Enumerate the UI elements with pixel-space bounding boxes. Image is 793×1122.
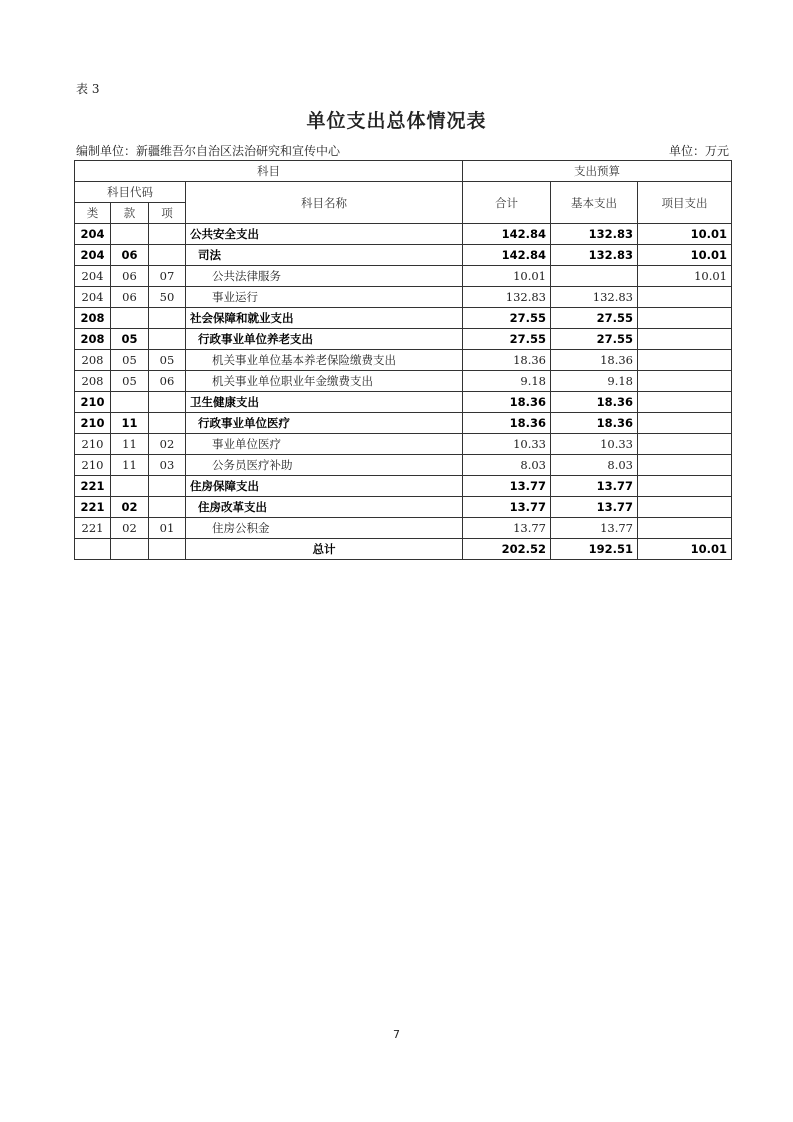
- cell-project: 10.01: [638, 224, 732, 245]
- cell-category: 204: [75, 245, 111, 266]
- cell-project: [638, 455, 732, 476]
- cell-total: 142.84: [463, 224, 551, 245]
- cell-section: 11: [111, 413, 149, 434]
- table-row: [75, 476, 732, 497]
- total-row: [75, 539, 732, 560]
- table-row: [75, 350, 732, 371]
- cell-item: 01: [149, 518, 186, 539]
- cell-basic: 27.55: [551, 308, 638, 329]
- cell-total: 132.83: [463, 287, 551, 308]
- cell-item: [149, 392, 186, 413]
- cell-category: [75, 539, 111, 560]
- cell-category: 208: [75, 308, 111, 329]
- cell-total: 27.55: [463, 308, 551, 329]
- cell-project: [638, 476, 732, 497]
- compiling-unit: 编制单位：新疆维吾尔自治区法治研究和宣传中心: [76, 144, 341, 158]
- cell-item: 05: [149, 350, 186, 371]
- cell-item: 02: [149, 434, 186, 455]
- cell-total: 13.77: [463, 476, 551, 497]
- cell-total: 18.36: [463, 392, 551, 413]
- table-row: [75, 434, 732, 455]
- cell-project: [638, 392, 732, 413]
- header-category: 类: [75, 203, 111, 224]
- cell-subject-name: 机关事业单位职业年金缴费支出: [186, 371, 463, 392]
- total-basic: 192.51: [551, 539, 638, 560]
- cell-category: 221: [75, 476, 111, 497]
- table-row: [75, 413, 732, 434]
- cell-total: 142.84: [463, 245, 551, 266]
- cell-category: 204: [75, 287, 111, 308]
- cell-category: 210: [75, 455, 111, 476]
- table-row: [75, 518, 732, 539]
- cell-basic: 18.36: [551, 413, 638, 434]
- cell-category: 204: [75, 224, 111, 245]
- table-row: [75, 266, 732, 287]
- table-row: [75, 371, 732, 392]
- cell-basic: [551, 266, 638, 287]
- cell-project: 10.01: [638, 266, 732, 287]
- cell-category: 210: [75, 434, 111, 455]
- expense-table: [74, 160, 732, 560]
- page-title: 单位支出总体情况表: [306, 110, 487, 132]
- cell-category: 208: [75, 329, 111, 350]
- cell-project: 10.01: [638, 245, 732, 266]
- cell-subject-name: 公务员医疗补助: [186, 455, 463, 476]
- cell-category: 221: [75, 518, 111, 539]
- header-subject-name: 科目名称: [186, 182, 463, 224]
- cell-total: 8.03: [463, 455, 551, 476]
- cell-total: 9.18: [463, 371, 551, 392]
- cell-basic: 132.83: [551, 287, 638, 308]
- cell-basic: 9.18: [551, 371, 638, 392]
- table-row: [75, 224, 732, 245]
- cell-subject-name: 行政事业单位医疗: [186, 413, 463, 434]
- cell-project: [638, 518, 732, 539]
- cell-subject-name: 事业运行: [186, 287, 463, 308]
- cell-project: [638, 350, 732, 371]
- cell-total: 13.77: [463, 518, 551, 539]
- table-body: [75, 224, 732, 560]
- cell-item: [149, 308, 186, 329]
- cell-basic: 18.36: [551, 350, 638, 371]
- cell-category: 208: [75, 350, 111, 371]
- header-basic: 基本支出: [551, 182, 638, 224]
- cell-item: [149, 413, 186, 434]
- cell-section: [111, 539, 149, 560]
- cell-subject-name: 住房保障支出: [186, 476, 463, 497]
- cell-project: [638, 329, 732, 350]
- header-expense-budget: 支出预算: [463, 161, 732, 182]
- cell-project: [638, 371, 732, 392]
- cell-subject-name: 行政事业单位养老支出: [186, 329, 463, 350]
- table-row: [75, 308, 732, 329]
- cell-item: [149, 497, 186, 518]
- table-row: [75, 245, 732, 266]
- header-item: 项: [149, 203, 186, 224]
- cell-total: 27.55: [463, 329, 551, 350]
- header-project: 项目支出: [638, 182, 732, 224]
- cell-section: [111, 392, 149, 413]
- table-row: [75, 455, 732, 476]
- cell-section: [111, 224, 149, 245]
- cell-total: 18.36: [463, 413, 551, 434]
- cell-section: 11: [111, 434, 149, 455]
- table-row: [75, 329, 732, 350]
- cell-subject-name: 公共安全支出: [186, 224, 463, 245]
- cell-project: [638, 413, 732, 434]
- page-number: 7: [393, 1028, 400, 1041]
- cell-section: 06: [111, 245, 149, 266]
- currency-unit: 单位：万元: [668, 144, 729, 158]
- table-row: [75, 287, 732, 308]
- cell-category: 204: [75, 266, 111, 287]
- cell-item: [149, 476, 186, 497]
- cell-section: 02: [111, 497, 149, 518]
- cell-item: 06: [149, 371, 186, 392]
- cell-category: 210: [75, 413, 111, 434]
- cell-section: [111, 308, 149, 329]
- cell-total: 10.01: [463, 266, 551, 287]
- cell-project: [638, 497, 732, 518]
- cell-item: [149, 539, 186, 560]
- table-row: [75, 392, 732, 413]
- cell-subject-name: 社会保障和就业支出: [186, 308, 463, 329]
- cell-basic: 132.83: [551, 245, 638, 266]
- header-section: 款: [111, 203, 149, 224]
- cell-category: 210: [75, 392, 111, 413]
- cell-basic: 18.36: [551, 392, 638, 413]
- header-total: 合计: [463, 182, 551, 224]
- header-subject-code: 科目代码: [75, 182, 186, 203]
- cell-item: [149, 245, 186, 266]
- header-subject: 科目: [75, 161, 463, 182]
- cell-basic: 27.55: [551, 329, 638, 350]
- cell-basic: 13.77: [551, 476, 638, 497]
- cell-basic: 13.77: [551, 518, 638, 539]
- cell-section: 06: [111, 287, 149, 308]
- cell-section: 05: [111, 371, 149, 392]
- table-label: 表 3: [76, 82, 100, 96]
- cell-subject-name: 司法: [186, 245, 463, 266]
- cell-category: 221: [75, 497, 111, 518]
- cell-subject-name: 事业单位医疗: [186, 434, 463, 455]
- cell-project: [638, 287, 732, 308]
- cell-total: 13.77: [463, 497, 551, 518]
- cell-project: [638, 434, 732, 455]
- cell-section: 05: [111, 329, 149, 350]
- cell-item: [149, 224, 186, 245]
- cell-subject-name: 机关事业单位基本养老保险缴费支出: [186, 350, 463, 371]
- cell-item: 03: [149, 455, 186, 476]
- cell-section: 11: [111, 455, 149, 476]
- cell-subject-name: 公共法律服务: [186, 266, 463, 287]
- cell-basic: 13.77: [551, 497, 638, 518]
- cell-category: 208: [75, 371, 111, 392]
- total-sum: 202.52: [463, 539, 551, 560]
- cell-section: 02: [111, 518, 149, 539]
- total-label: 总计: [186, 539, 463, 560]
- table-row: [75, 497, 732, 518]
- cell-item: 50: [149, 287, 186, 308]
- cell-basic: 132.83: [551, 224, 638, 245]
- cell-total: 18.36: [463, 350, 551, 371]
- cell-section: [111, 476, 149, 497]
- cell-item: 07: [149, 266, 186, 287]
- cell-total: 10.33: [463, 434, 551, 455]
- total-project: 10.01: [638, 539, 732, 560]
- cell-section: 06: [111, 266, 149, 287]
- cell-subject-name: 住房公积金: [186, 518, 463, 539]
- cell-basic: 8.03: [551, 455, 638, 476]
- cell-section: 05: [111, 350, 149, 371]
- cell-item: [149, 329, 186, 350]
- cell-subject-name: 住房改革支出: [186, 497, 463, 518]
- cell-subject-name: 卫生健康支出: [186, 392, 463, 413]
- cell-basic: 10.33: [551, 434, 638, 455]
- cell-project: [638, 308, 732, 329]
